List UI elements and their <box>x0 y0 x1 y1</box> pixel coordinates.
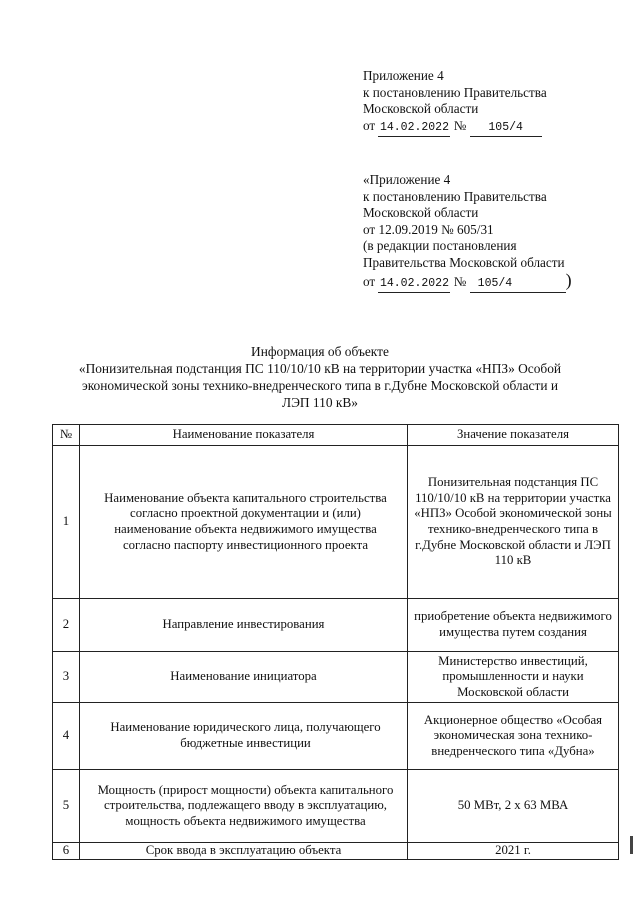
row-value: 50 МВт, 2 х 63 МВА <box>408 770 619 843</box>
appendix-date-line <box>363 118 547 138</box>
appendix-line: Московской области <box>363 101 479 117</box>
number-label: № <box>453 117 467 133</box>
row-name: Наименование юридического лица, получающего бюджетные инвестиции <box>80 703 408 770</box>
table-row <box>53 446 619 599</box>
document-title <box>55 343 585 411</box>
closing-paren: ) <box>565 269 572 290</box>
row-num: 6 <box>53 843 80 860</box>
row-name: Направление инвестирования <box>80 599 408 652</box>
appendix-line: Московской области <box>363 205 479 221</box>
amended-appendix-header <box>363 172 572 293</box>
row-value: Понизительная подстанция ПС 110/10/10 кВ на территории участка «НПЗ» Особой экономической зоны технико-внедренческого типа в г.Дубне Московской области и ЛЭП 110 кВ <box>408 446 619 599</box>
scan-margin-mark <box>630 836 633 854</box>
title-line: Информация об объекте <box>251 344 389 359</box>
row-name: Срок ввода в эксплуатацию объекта <box>80 843 408 860</box>
decree-number: 105/4 <box>470 276 566 294</box>
number-label: № <box>453 273 467 289</box>
row-num: 5 <box>53 770 80 843</box>
header-value: Значение показателя <box>408 425 619 446</box>
table-row <box>53 599 619 652</box>
row-value: Министерство инвестиций, промышленности и науки Московской области <box>408 652 619 703</box>
appendix-line: к постановлению Правительства <box>363 84 547 100</box>
row-value: 2021 г. <box>408 843 619 860</box>
row-num: 1 <box>53 446 80 599</box>
row-name: Наименование инициатора <box>80 652 408 703</box>
header-name: Наименование показателя <box>80 425 408 446</box>
appendix-line: Приложение 4 <box>363 68 444 83</box>
appendix-line: Правительства Московской области <box>363 254 565 270</box>
from-label: от <box>363 273 376 289</box>
row-name: Мощность (прирост мощности) объекта капитального строительства, подлежащего вводу в эксплуатацию, мощность объекта недвижимого имущества <box>80 770 408 843</box>
row-value: Акционерное общество «Особая экономическая зона технико-внедренческого типа «Дубна» <box>408 703 619 770</box>
title-line: экономической зоны технико-внедренческого типа в г.Дубне Московской области и <box>81 378 559 393</box>
decree-number: 105/4 <box>470 120 542 138</box>
appendix-line: к постановлению Правительства <box>363 188 547 204</box>
appendix-line: «Приложение 4 <box>363 172 451 187</box>
appendix-line: (в редакции постановления <box>363 238 517 254</box>
decree-date: 14.02.2022 <box>378 120 450 138</box>
decree-date: 14.02.2022 <box>378 276 450 294</box>
table-row <box>53 843 619 860</box>
title-line: «Понизительная подстанция ПС 110/10/10 кВ на территории участка «НПЗ» Особой <box>78 361 562 376</box>
row-name: Наименование объекта капитального строительства согласно проектной документации и (или) наименование объекта недвижимого имущества согласно паспорту инвестиционного проекта <box>80 446 408 599</box>
row-num: 3 <box>53 652 80 703</box>
table-row <box>53 770 619 843</box>
row-value: приобретение объекта недвижимого имущества путем создания <box>408 599 619 652</box>
appendix-header <box>363 68 547 137</box>
from-label: от <box>363 117 376 133</box>
object-info-table <box>52 424 619 860</box>
table-row <box>53 652 619 703</box>
header-num: № <box>53 425 80 446</box>
appendix-date-line <box>363 269 572 294</box>
title-line: ЛЭП 110 кВ» <box>281 395 358 410</box>
row-num: 2 <box>53 599 80 652</box>
table-row <box>53 703 619 770</box>
table-header-row <box>53 425 619 446</box>
row-num: 4 <box>53 703 80 770</box>
appendix-line: от 12.09.2019 № 605/31 <box>363 221 494 237</box>
